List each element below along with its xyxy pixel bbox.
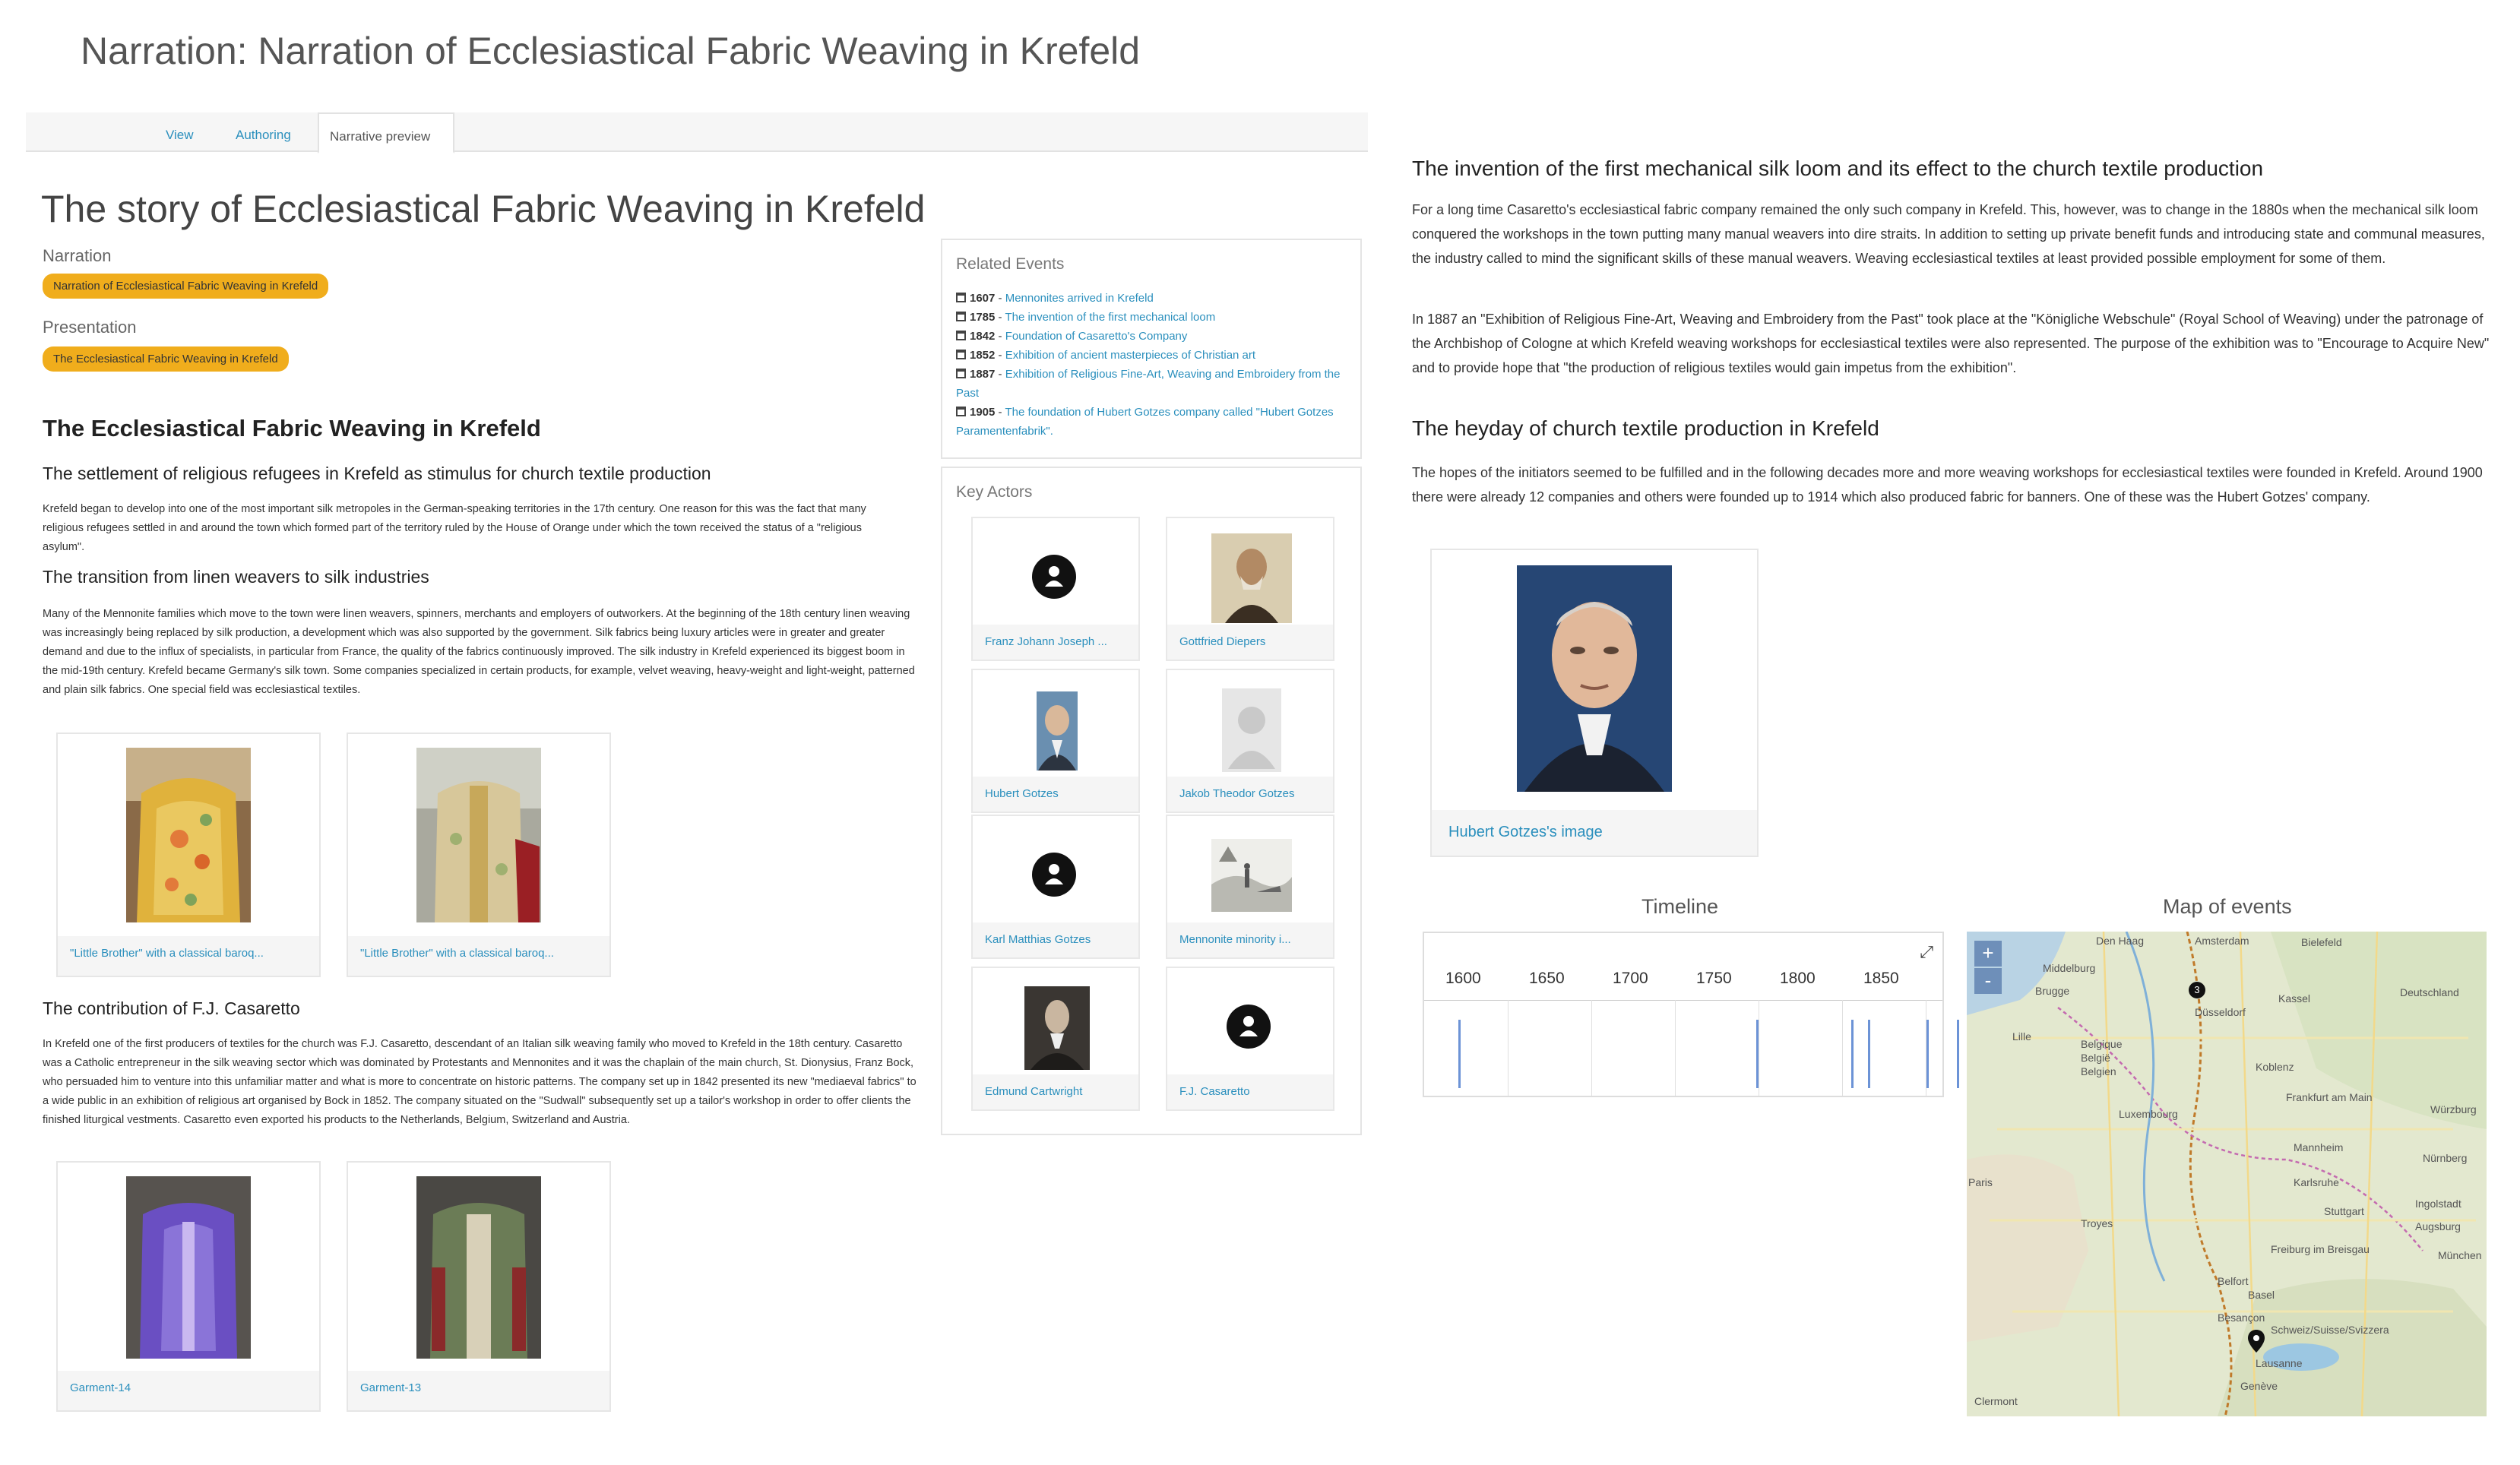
garment-image xyxy=(126,748,251,922)
section-heading-heyday: The heyday of church textile production in Krefeld xyxy=(1412,416,1879,440)
section-heading-casaretto: The contribution of F.J. Casaretto xyxy=(43,998,300,1018)
actor-card[interactable] xyxy=(1166,517,1334,661)
actor-portrait xyxy=(1017,685,1097,775)
calendar-icon xyxy=(956,407,966,416)
map-place-label: Frankfurt am Main xyxy=(2286,1091,2373,1103)
narration-tag[interactable]: Narration of Ecclesiastical Fabric Weaving in Krefeld xyxy=(43,274,328,299)
actor-portrait xyxy=(1017,983,1097,1073)
timeline-event-mark[interactable] xyxy=(1957,1020,1959,1088)
garment-image xyxy=(126,1176,251,1359)
map-place-label: Mannheim xyxy=(2294,1141,2344,1153)
map-place-label: Lausanne xyxy=(2256,1357,2303,1369)
key-actors-title: Key Actors xyxy=(956,483,1033,501)
timeline-tick-label: 1850 xyxy=(1863,970,1899,987)
timeline-event-mark[interactable] xyxy=(1868,1020,1870,1088)
garment-image xyxy=(416,748,541,922)
section-heading-settlement: The settlement of religious refugees in Krefeld as stimulus for church textile production xyxy=(43,464,711,483)
event-link[interactable]: The invention of the first mechanical loom xyxy=(1005,311,1216,324)
timeline-event-mark[interactable] xyxy=(1926,1020,1929,1088)
map-place-label: Würzburg xyxy=(2430,1103,2477,1115)
actor-card[interactable] xyxy=(1166,669,1334,813)
hubert-gotzes-portrait xyxy=(1517,565,1672,792)
presentation-label: Presentation xyxy=(43,318,137,337)
map-place-label: Belgien xyxy=(2081,1065,2116,1077)
event-item: 1607 - Mennonites arrived in Krefeld xyxy=(956,289,1351,308)
timeline-gridline xyxy=(1508,1000,1509,1096)
timeline-tick-label: 1600 xyxy=(1445,970,1481,987)
user-avatar-icon xyxy=(1227,1005,1271,1049)
map-title: Map of events xyxy=(2163,895,2292,918)
marker-cluster[interactable]: 3 xyxy=(2189,982,2205,998)
timeline-axis xyxy=(1424,1000,1942,1001)
user-avatar-icon xyxy=(1032,853,1076,897)
timeline-tick-label: 1700 xyxy=(1613,970,1648,987)
narration-label: Narration xyxy=(43,246,112,265)
map-place-label: Kassel xyxy=(2278,992,2311,1005)
section-heading-transition: The transition from linen weavers to silk industries xyxy=(43,567,429,587)
tab-view[interactable]: View xyxy=(166,128,194,142)
actor-card[interactable] xyxy=(1166,967,1334,1111)
image-card[interactable] xyxy=(56,732,321,977)
section-text-mechanical-loom-2: In 1887 an "Exhibition of Religious Fine-Art, Weaving and Embroidery from the Past" took place at the "Königliche Webschule" (Royal School of Weaving) under the patronage of the Archbishop of Cologne at which Krefeld weaving workshops for ecclesiastical textiles were also represented. The purpose of the exhibition was to "Encourage to Acquire New" and to provide hope that "the production of religious textiles would gain impetus from the exhibition". xyxy=(1412,312,2490,375)
event-item: 1905 - The foundation of Hubert Gotzes company called "Hubert Gotzes Paramentenfabrik". xyxy=(956,406,1334,438)
section-text-transition: Many of the Mennonite families which move to the town were linen weavers, spinners, merchants and employers of outworkers. At the beginning of the 18th century linen weaving was increasingly being replaced by silk production, a development which was also supported by the government. Silk fabrics being luxury articles were in greater and greater demand and due to the influx of specialists, in particular from France, the quality of the fabrics continuously improved. The silk industry in Krefeld experienced its biggest boom in the mid-19th century. Krefeld became Germany's silk town. Some companies specialized in certain products, for example, velvet weaving, heavy-weight and light-weight, patterned and plain silk fabrics. One special field was ecclesiastical textiles. xyxy=(43,608,915,696)
image-caption[interactable]: Garment-14 xyxy=(58,1371,319,1410)
section-text-settlement: Krefeld began to develop into one of the most important silk metropoles in the German-speaking territories in the 17th century. One reason for this was the fact that many religious refugees settled in and around the town which formed part of the territory ruled by the House of Orange under which the town received the status of a "religious asylum". xyxy=(43,503,866,553)
map-place-label: Amsterdam xyxy=(2195,935,2249,947)
actor-name[interactable]: Jakob Theodor Gotzes xyxy=(1167,777,1333,812)
actor-card[interactable] xyxy=(1166,815,1334,959)
garment-image xyxy=(416,1176,541,1359)
event-item: 1887 - Exhibition of Religious Fine-Art, Weaving and Embroidery from the Past xyxy=(956,368,1341,400)
image-caption[interactable]: Garment-13 xyxy=(348,1371,609,1410)
map-place-label: Luxembourg xyxy=(2119,1108,2178,1120)
actor-name[interactable]: Mennonite minority i... xyxy=(1167,922,1333,957)
map-place-label: Stuttgart xyxy=(2324,1205,2364,1217)
event-item: 1785 - The invention of the first mechanical loom xyxy=(956,308,1351,327)
actor-name[interactable]: F.J. Casaretto xyxy=(1167,1074,1333,1109)
actor-name[interactable]: Franz Johann Joseph ... xyxy=(973,625,1138,660)
related-events-title: Related Events xyxy=(956,255,1065,273)
key-actors-panel xyxy=(941,467,1362,1135)
calendar-icon xyxy=(956,331,966,340)
map-place-label: Lille xyxy=(2012,1030,2031,1043)
map-place-label: Schweiz/Suisse/Svizzera xyxy=(2271,1324,2389,1336)
zoom-out-button[interactable]: - xyxy=(1974,968,2002,994)
image-card[interactable] xyxy=(347,1161,611,1412)
map-place-label: Ingolstadt xyxy=(2415,1198,2461,1210)
map-background xyxy=(1967,932,2487,1416)
timeline-gridline xyxy=(1675,1000,1676,1096)
event-item: 1852 - Exhibition of ancient masterpieces of Christian art xyxy=(956,346,1351,365)
story-title: The story of Ecclesiastical Fabric Weaving in Krefeld xyxy=(41,188,926,230)
map-place-label: Koblenz xyxy=(2256,1061,2294,1073)
user-avatar-icon xyxy=(1032,555,1076,599)
timeline-event-mark[interactable] xyxy=(1851,1020,1854,1088)
section-text-casaretto: In Krefeld one of the first producers of textiles for the church was F.J. Casaretto, descendant of an Italian silk weaving family who moved to Krefeld in the 18th century. Casaretto was a Catholic entrepreneur in the silk weaving sector which was dominated by Protestants and Mennonites and it was the chaplain of the main church, St. Dionysius, Franz Bock, who persuaded him to venture into this unfamiliar matter and what is more to concentrate on historic patterns. The company set up in 1842 presented its new "mediaeval fabrics" to a wide public in an exhibition of religious art organised by Bock in 1852. The company situated on the "Sudwall" subsequently set up a tailor's workshop in order to offer clients the finished liturgical vestments. Casaretto even exported his products to the Netherlands, Belgium, Switzerland and Austria. xyxy=(43,1038,917,1126)
timeline-gridline xyxy=(1842,1000,1843,1096)
map-of-events[interactable] xyxy=(1967,932,2487,1416)
tab-narrative-preview[interactable]: Narrative preview xyxy=(318,112,454,153)
map-place-label: Genève xyxy=(2240,1380,2278,1392)
zoom-in-button[interactable]: + xyxy=(1974,941,2002,967)
map-place-label: Augsburg xyxy=(2415,1220,2461,1232)
actor-name[interactable]: Karl Matthias Gotzes xyxy=(973,922,1138,957)
map-place-label: München xyxy=(2438,1249,2482,1261)
timeline-event-mark[interactable] xyxy=(1458,1020,1461,1088)
event-link[interactable]: Mennonites arrived in Krefeld xyxy=(1005,292,1154,305)
image-card[interactable] xyxy=(347,732,611,977)
related-events-list xyxy=(956,289,1351,441)
tab-bar xyxy=(26,112,1368,152)
timeline-tick-label: 1650 xyxy=(1529,970,1565,987)
actor-portrait xyxy=(1211,533,1292,623)
map-place-label: Den Haag xyxy=(2096,935,2145,947)
timeline-event-mark[interactable] xyxy=(1756,1020,1759,1088)
map-place-label: Clermont xyxy=(1974,1395,2018,1407)
map-place-label: Middelburg xyxy=(2043,962,2096,974)
actor-name[interactable]: Hubert Gotzes xyxy=(973,777,1138,812)
section-text-mechanical-loom-1: For a long time Casaretto's ecclesiastical fabric company remained the only such company in Krefeld. This, however, was to change in the 1880s when the mechanical silk loom conquered the workshops in the town putting many manual weavers into dire straits. In addition to setting up private benefit funds and introducing state and communal measures, the industry called to mind the significant skills of these manual weavers. Weaving ecclesiastical textiles at least provided possible employment for some of them. xyxy=(1412,202,2485,266)
related-events-panel xyxy=(941,239,1362,459)
map-place-label: Belgique xyxy=(2081,1038,2123,1050)
image-caption[interactable]: "Little Brother" with a classical baroq... xyxy=(58,936,319,976)
image-card[interactable] xyxy=(56,1161,321,1412)
image-card[interactable] xyxy=(1430,549,1759,857)
map-place-label: Basel xyxy=(2248,1289,2275,1301)
event-item: 1842 - Foundation of Casaretto's Company xyxy=(956,327,1351,346)
section-heading-mechanical-loom: The invention of the first mechanical silk loom and its effect to the church textile production xyxy=(1412,157,2264,180)
image-caption[interactable]: Hubert Gotzes's image xyxy=(1432,810,1757,856)
section-text-heyday: The hopes of the initiators seemed to be fulfilled and in the following decades more and more weaving workshops for ecclesiastical textiles were founded in Krefeld. Around 1900 there were already 12 companies and others were founded up to 1914 which also produced fabric for banners. One of these was the Hubert Gotzes' company. xyxy=(1412,465,2483,505)
presentation-tag[interactable]: The Ecclesiastical Fabric Weaving in Krefeld xyxy=(43,346,289,372)
map-place-label: Bielefeld xyxy=(2301,936,2342,948)
event-link[interactable]: Exhibition of ancient masterpieces of Christian art xyxy=(1005,349,1256,362)
event-link[interactable]: The foundation of Hubert Gotzes company called "Hubert Gotzes Paramentenfabrik". xyxy=(956,406,1334,438)
engraving-image xyxy=(1190,831,1313,921)
actor-card[interactable] xyxy=(971,669,1140,813)
map-place-label: Paris xyxy=(1968,1176,1993,1188)
map-place-label: Nürnberg xyxy=(2423,1152,2468,1164)
map-place-label: Karlsruhe xyxy=(2294,1176,2339,1188)
placeholder-person-icon xyxy=(1211,685,1292,775)
map-place-label: Brugge xyxy=(2035,985,2070,997)
timeline-title: Timeline xyxy=(1641,895,1719,918)
timeline-gridline xyxy=(1591,1000,1592,1096)
map-place-label: Belfort xyxy=(2218,1275,2249,1287)
map-place-label: Troyes xyxy=(2081,1217,2113,1229)
page-title: Narration: Narration of Ecclesiastical Fabric Weaving in Krefeld xyxy=(81,30,1141,72)
map-place-label: België xyxy=(2081,1052,2110,1064)
image-caption[interactable]: "Little Brother" with a classical baroq... xyxy=(348,936,609,976)
map-place-label: Deutschland xyxy=(2400,986,2459,998)
actor-name[interactable]: Edmund Cartwright xyxy=(973,1074,1138,1109)
map-place-label: Besançon xyxy=(2218,1312,2265,1324)
calendar-icon xyxy=(956,312,966,321)
actor-name[interactable]: Gottfried Diepers xyxy=(1167,625,1333,660)
tab-authoring[interactable]: Authoring xyxy=(236,128,291,142)
actor-card[interactable] xyxy=(971,815,1140,959)
map-pin-icon[interactable] xyxy=(2248,1330,2265,1353)
event-link[interactable]: Foundation of Casaretto's Company xyxy=(1005,330,1188,343)
timeline-tick-label: 1750 xyxy=(1696,970,1732,987)
expand-icon[interactable]: ⤢ xyxy=(1920,942,1933,961)
map-place-label: Freiburg im Breisgau xyxy=(2271,1243,2370,1255)
timeline-tick-label: 1800 xyxy=(1780,970,1816,987)
event-link[interactable]: Exhibition of Religious Fine-Art, Weaving and Embroidery from the Past xyxy=(956,368,1341,400)
actor-card[interactable] xyxy=(971,967,1140,1111)
actor-card[interactable] xyxy=(971,517,1140,661)
map-place-label: Düsseldorf xyxy=(2195,1006,2246,1018)
calendar-icon xyxy=(956,293,966,302)
timeline-widget[interactable] xyxy=(1423,932,1944,1097)
story-heading: The Ecclesiastical Fabric Weaving in Krefeld xyxy=(43,415,541,441)
calendar-icon xyxy=(956,369,966,378)
calendar-icon xyxy=(956,350,966,359)
